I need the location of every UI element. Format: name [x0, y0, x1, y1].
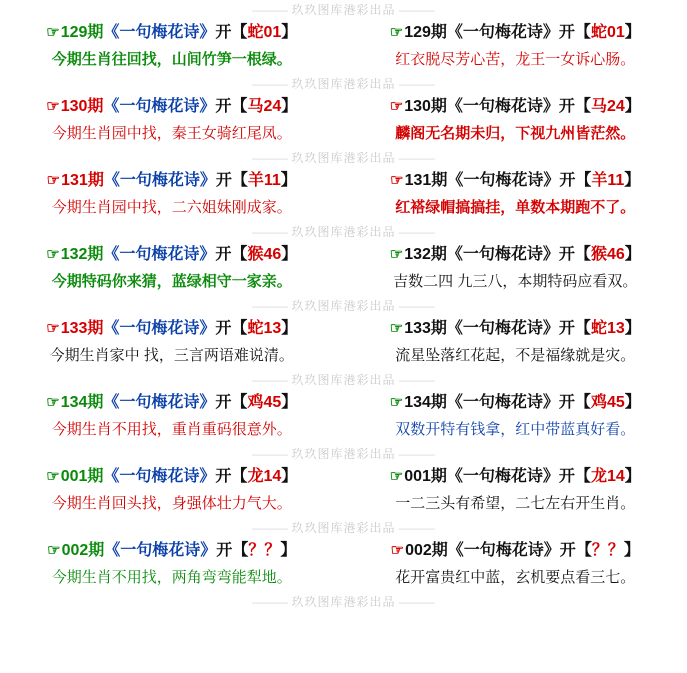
watermark-dash-left: ——— — [252, 3, 292, 17]
title-line — [350, 464, 682, 490]
result-number: 龙14 — [247, 468, 282, 485]
poem-verse-right — [344, 46, 687, 74]
draw-label: 开 — [216, 542, 233, 559]
watermark-dash-left: ——— — [252, 447, 292, 461]
poem-block — [0, 94, 687, 148]
pointing-hand-icon: ☞ — [46, 24, 60, 41]
bracket-open: 【 — [231, 98, 248, 115]
poem-name: 《一句梅花诗》 — [446, 246, 559, 263]
watermark-dash-left: ——— — [252, 521, 292, 535]
issue-number: 129期 — [404, 24, 447, 41]
poem-title-left — [0, 464, 344, 490]
watermark-dash-left: ——— — [252, 595, 292, 609]
verse-row — [0, 416, 687, 444]
verse-row — [0, 268, 687, 296]
title-line — [350, 390, 682, 416]
bracket-open: 【 — [231, 172, 248, 189]
watermark-text: 玖玖图库港彩出品 — [291, 595, 396, 609]
verse-text: 红衣脱尽芳心苦，龙王一女诉心肠。 — [395, 51, 636, 68]
poem-block — [0, 390, 687, 444]
poem-verse-right — [344, 342, 687, 370]
poem-name: 《一句梅花诗》 — [446, 24, 559, 41]
result-number: 马24 — [590, 98, 625, 115]
bracket-open: 【 — [231, 394, 248, 411]
bracket-open: 【 — [232, 542, 249, 559]
poem-block — [0, 538, 687, 592]
poem-verse-left — [0, 416, 344, 444]
watermark-separator-1 — [0, 74, 687, 94]
title-row — [0, 20, 687, 46]
pointing-hand-icon: ☞ — [46, 246, 60, 263]
draw-label: 开 — [558, 320, 575, 337]
issue-number: 132期 — [60, 246, 104, 263]
draw-label: 开 — [215, 24, 232, 41]
issue-number: 130期 — [60, 98, 104, 115]
poem-name: 《一句梅花诗》 — [447, 542, 560, 559]
bracket-open: 【 — [574, 24, 591, 41]
result-number: 鸡45 — [590, 394, 625, 411]
verse-row — [0, 490, 687, 518]
result-number: 猴46 — [590, 246, 625, 263]
bracket-close: 】 — [281, 246, 298, 263]
pointing-hand-icon: ☞ — [389, 98, 404, 115]
verse-text: 今期特码你来猜，蓝绿相守一家亲。 — [51, 273, 292, 290]
pointing-hand-icon: ☞ — [46, 320, 60, 337]
watermark-dash-left: ——— — [252, 299, 292, 313]
poem-verse-left — [0, 268, 344, 296]
poem-verse-right — [344, 416, 687, 444]
bracket-close: 】 — [280, 172, 297, 189]
poem-name: 《一句梅花诗》 — [446, 98, 559, 115]
verse-text: 红褡绿帽搞搞挂，单数本期跑不了。 — [395, 199, 636, 216]
verse-text: 今期生肖不用找，两角弯弯能犁地。 — [51, 569, 292, 586]
bracket-close: 】 — [624, 468, 641, 485]
watermark-text: 玖玖图库港彩出品 — [291, 299, 396, 313]
issue-number: 129期 — [60, 24, 104, 41]
watermark-dash-left: ——— — [252, 151, 292, 165]
bracket-open: 【 — [231, 246, 248, 263]
poem-name: 《一句梅花诗》 — [103, 394, 216, 411]
verse-text: 今期生肖园中找，秦王女骑红尾凤。 — [51, 125, 292, 142]
poem-title-right — [344, 94, 687, 120]
poem-verse-left — [0, 342, 344, 370]
bracket-close: 】 — [281, 468, 298, 485]
verse-text: 今期生肖往回找，山间竹笋一根绿。 — [51, 51, 292, 68]
draw-label: 开 — [558, 24, 575, 41]
watermark-separator-6 — [0, 444, 687, 464]
poem-name: 《一句梅花诗》 — [103, 24, 216, 41]
pointing-hand-icon: ☞ — [389, 468, 404, 485]
watermark-separator-2 — [0, 148, 687, 168]
issue-number: 133期 — [60, 320, 104, 337]
result-number: 鸡45 — [247, 394, 282, 411]
verse-row — [0, 564, 687, 592]
watermark-dash-right: ——— — [395, 151, 435, 165]
poem-title-right — [344, 464, 687, 490]
poem-verse-left — [0, 490, 344, 518]
title-line — [6, 242, 338, 268]
draw-label: 开 — [215, 320, 232, 337]
result-number: 羊11 — [591, 172, 625, 189]
poem-name: 《一句梅花诗》 — [104, 542, 217, 559]
poem-title-left — [0, 538, 344, 564]
result-number: 羊11 — [247, 172, 281, 189]
watermark-separator-8 — [0, 592, 687, 612]
title-line — [6, 538, 338, 564]
issue-number: 134期 — [60, 394, 104, 411]
pointing-hand-icon: ☞ — [389, 320, 404, 337]
poem-title-right — [344, 390, 687, 416]
watermark-separator-4 — [0, 296, 687, 316]
draw-label: 开 — [558, 468, 575, 485]
pointing-hand-icon: ☞ — [46, 98, 60, 115]
pointing-hand-icon: ☞ — [46, 468, 60, 485]
title-row — [0, 168, 687, 194]
result-number: 猴46 — [247, 246, 282, 263]
issue-number: 001期 — [404, 468, 447, 485]
poem-name: 《一句梅花诗》 — [446, 468, 559, 485]
poem-name: 《一句梅花诗》 — [103, 320, 216, 337]
title-line — [6, 168, 338, 194]
bracket-open: 【 — [575, 542, 592, 559]
result-number: 蛇01 — [590, 24, 625, 41]
pointing-hand-icon: ☞ — [47, 542, 61, 559]
title-line — [6, 316, 338, 342]
watermark-dash-right: ——— — [395, 521, 435, 535]
title-line — [6, 20, 338, 46]
watermark-dash-right: ——— — [395, 77, 435, 91]
bracket-close: 】 — [624, 394, 641, 411]
draw-label: 开 — [559, 542, 576, 559]
poem-title-left — [0, 316, 344, 342]
result-number: 蛇13 — [247, 320, 282, 337]
watermark-separator-3 — [0, 222, 687, 242]
title-line — [350, 538, 682, 564]
pointing-hand-icon: ☞ — [46, 394, 60, 411]
poem-title-left — [0, 390, 344, 416]
watermark-dash-right: ——— — [395, 299, 435, 313]
poem-title-right — [344, 316, 687, 342]
title-line — [350, 242, 682, 268]
verse-text: 今期生肖园中找，二六姐妹刚成家。 — [51, 199, 292, 216]
title-line — [6, 94, 338, 120]
watermark-top — [0, 0, 687, 20]
poem-verse-right — [344, 268, 687, 296]
poem-name: 《一句梅花诗》 — [447, 172, 560, 189]
poem-verse-left — [0, 564, 344, 592]
watermark-dash-right: ——— — [395, 225, 435, 239]
bracket-close: 】 — [624, 24, 641, 41]
issue-number: 131期 — [404, 172, 448, 189]
watermark-dash-right: ——— — [395, 3, 435, 17]
issue-number: 002期 — [405, 542, 448, 559]
draw-label: 开 — [558, 246, 575, 263]
watermark-text: 玖玖图库港彩出品 — [291, 373, 396, 387]
bracket-open: 【 — [231, 24, 248, 41]
issue-number: 130期 — [404, 98, 447, 115]
title-line — [6, 464, 338, 490]
bracket-close: 】 — [623, 542, 640, 559]
verse-text: 麟阁无名期未归，下视九州皆茫然。 — [395, 125, 636, 142]
title-line — [350, 168, 682, 194]
poem-name: 《一句梅花诗》 — [103, 468, 216, 485]
poem-verse-right — [344, 490, 687, 518]
watermark-text: 玖玖图库港彩出品 — [291, 447, 396, 461]
poem-title-right — [344, 242, 687, 268]
poem-name: 《一句梅花诗》 — [103, 172, 216, 189]
verse-text: 今期生肖不用找，重肖重码很意外。 — [51, 421, 292, 438]
draw-label: 开 — [215, 172, 232, 189]
draw-label: 开 — [215, 468, 232, 485]
poem-block — [0, 316, 687, 370]
bracket-close: 】 — [281, 98, 298, 115]
poem-verse-left — [0, 194, 344, 222]
draw-label: 开 — [558, 394, 575, 411]
verse-text: 今期生肖回头找，身强体壮力气大。 — [51, 495, 292, 512]
poem-title-left — [0, 94, 344, 120]
bracket-open: 【 — [574, 468, 591, 485]
poem-verse-right — [344, 194, 687, 222]
title-row — [0, 538, 687, 564]
draw-label: 开 — [559, 172, 576, 189]
poem-verse-right — [344, 564, 687, 592]
watermark-dash-right: ——— — [395, 595, 435, 609]
poem-name: 《一句梅花诗》 — [103, 98, 216, 115]
verse-row — [0, 342, 687, 370]
watermark-text: 玖玖图库港彩出品 — [291, 521, 396, 535]
title-row — [0, 242, 687, 268]
bracket-open: 【 — [231, 468, 248, 485]
bracket-open: 【 — [574, 394, 591, 411]
title-row — [0, 94, 687, 120]
watermark-separator-5 — [0, 370, 687, 390]
issue-number: 133期 — [404, 320, 447, 337]
bracket-open: 【 — [574, 246, 591, 263]
title-row — [0, 390, 687, 416]
bracket-close: 】 — [624, 246, 641, 263]
poem-block — [0, 20, 687, 74]
verse-row — [0, 194, 687, 222]
pointing-hand-icon: ☞ — [389, 246, 404, 263]
verse-row — [0, 120, 687, 148]
watermark-dash-left: ——— — [252, 77, 292, 91]
poem-name: 《一句梅花诗》 — [446, 320, 559, 337]
result-number: 蛇01 — [247, 24, 282, 41]
verse-text: 吉数二四 九三八，本期特码应看双。 — [393, 273, 638, 290]
bracket-open: 【 — [231, 320, 248, 337]
result-number: 蛇13 — [590, 320, 625, 337]
verse-text: 花开富贵红中蓝，玄机要点看三七。 — [395, 569, 636, 586]
verse-row — [0, 46, 687, 74]
poem-title-left — [0, 20, 344, 46]
verse-text: 今期生肖家中 找，三言两语难说清。 — [49, 347, 294, 364]
issue-number: 134期 — [404, 394, 447, 411]
poem-verse-right — [344, 120, 687, 148]
result-number: ？？ — [248, 542, 281, 559]
pointing-hand-icon: ☞ — [390, 172, 404, 189]
poem-title-left — [0, 242, 344, 268]
draw-label: 开 — [215, 394, 232, 411]
title-row — [0, 464, 687, 490]
watermark-text: 玖玖图库港彩出品 — [291, 77, 396, 91]
poem-block — [0, 242, 687, 296]
draw-label: 开 — [215, 246, 232, 263]
draw-label: 开 — [215, 98, 232, 115]
title-line — [6, 390, 338, 416]
verse-text: 流星坠落红花起，不是福缘就是灾。 — [395, 347, 636, 364]
bracket-close: 】 — [624, 98, 641, 115]
watermark-dash-left: ——— — [252, 225, 292, 239]
bracket-close: 】 — [280, 542, 297, 559]
issue-number: 132期 — [404, 246, 447, 263]
pointing-hand-icon: ☞ — [389, 24, 404, 41]
verse-text: 双数开特有钱拿，红中带蓝真好看。 — [395, 421, 636, 438]
issue-number: 002期 — [61, 542, 105, 559]
watermark-text: 玖玖图库港彩出品 — [291, 3, 396, 17]
pointing-hand-icon: ☞ — [389, 394, 404, 411]
bracket-close: 】 — [281, 320, 298, 337]
watermark-separator-7 — [0, 518, 687, 538]
title-line — [350, 316, 682, 342]
issue-number: 001期 — [60, 468, 104, 485]
poem-name: 《一句梅花诗》 — [103, 246, 216, 263]
result-number: 马24 — [247, 98, 282, 115]
bracket-close: 】 — [624, 320, 641, 337]
watermark-dash-left: ——— — [252, 373, 292, 387]
verse-text: 一二三头有希望，二七左右开生肖。 — [395, 495, 636, 512]
watermark-dash-right: ——— — [395, 447, 435, 461]
pointing-hand-icon: ☞ — [46, 172, 61, 189]
title-row — [0, 316, 687, 342]
bracket-open: 【 — [575, 172, 592, 189]
bracket-open: 【 — [574, 98, 591, 115]
result-number: 龙14 — [590, 468, 625, 485]
watermark-text: 玖玖图库港彩出品 — [291, 225, 396, 239]
draw-label: 开 — [558, 98, 575, 115]
poem-title-right — [344, 168, 687, 194]
bracket-open: 【 — [574, 320, 591, 337]
poem-verse-left — [0, 120, 344, 148]
bracket-close: 】 — [281, 24, 298, 41]
title-line — [350, 94, 682, 120]
poem-title-left — [0, 168, 344, 194]
poem-title-right — [344, 20, 687, 46]
watermark-dash-right: ——— — [395, 373, 435, 387]
poem-verse-left — [0, 46, 344, 74]
bracket-close: 】 — [281, 394, 298, 411]
pointing-hand-icon: ☞ — [390, 542, 405, 559]
result-number: ？？ — [591, 542, 624, 559]
title-line — [350, 20, 682, 46]
bracket-close: 】 — [624, 172, 641, 189]
poem-block — [0, 464, 687, 518]
poem-block — [0, 168, 687, 222]
issue-number: 131期 — [61, 172, 104, 189]
poem-name: 《一句梅花诗》 — [446, 394, 559, 411]
watermark-text: 玖玖图库港彩出品 — [291, 151, 396, 165]
poem-title-right — [344, 538, 687, 564]
